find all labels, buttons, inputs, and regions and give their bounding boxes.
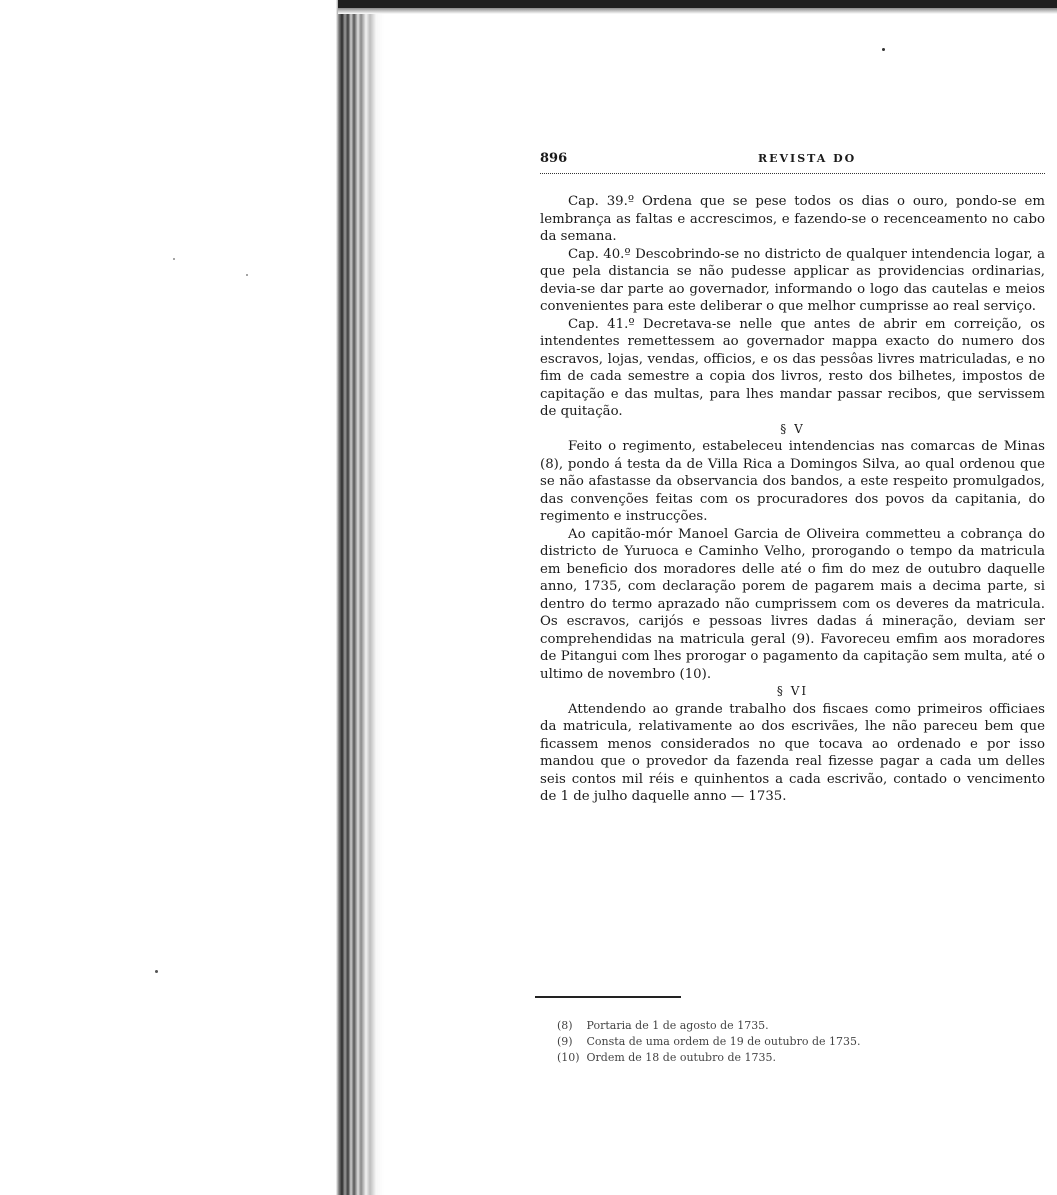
footnotes bbox=[557, 1018, 1037, 1066]
left-page-margin bbox=[0, 0, 338, 1195]
scan-speck bbox=[155, 970, 158, 973]
scan-speck bbox=[246, 274, 248, 276]
footnote-number: (10) bbox=[557, 1051, 580, 1064]
page-number: 896 bbox=[540, 151, 568, 166]
section-v-paragraph-1: Feito o regimento, estabeleceu intendencias nas comarcas de Minas (8), pondo á testa da de Villa Rica a Domingos Silva, ao qual ordenou que se não afastasse da observancia dos bandos, a este respeito promulgados, das convenções feitas com os procuradores dos povos da capitania, do regimento e instrucções. bbox=[540, 439, 1045, 524]
footnote-text: Consta de uma ordem de 19 de outubro de 1735. bbox=[586, 1035, 861, 1048]
page-top-edge bbox=[338, 0, 1057, 8]
footnote-item bbox=[557, 1034, 1037, 1050]
body-text bbox=[540, 193, 1045, 806]
footnote-number: (9) bbox=[557, 1035, 573, 1048]
section-vi-paragraph-1: Attendendo ao grande trabalho dos fiscaes como primeiros officiaes da matricula, relativamente ao dos escrivães, lhe não pareceu bem que ficassem menos considerados no que tocava ao ordenado e por isso mandou que o provedor da fazenda real fizesse pagar a cada um delles seis contos mil réis e quinhentos a cada escrivão, contado o vencimento de 1 de julho daquelle anno — 1735. bbox=[540, 701, 1045, 804]
footnote-number: (8) bbox=[557, 1019, 573, 1032]
paragraph-cap-39: Cap. 39.º Ordena que se pese todos os dias o ouro, pondo-se em lembrança as faltas e accrescimos, e fazendo-se o recenceamento no cabo da semana. bbox=[540, 194, 1045, 244]
footnote-text: Portaria de 1 de agosto de 1735. bbox=[586, 1019, 769, 1032]
footnote-item bbox=[557, 1018, 1037, 1034]
page-header bbox=[540, 151, 1045, 173]
running-head: REVISTA DO bbox=[758, 152, 857, 165]
section-v-heading: § V bbox=[780, 421, 805, 436]
book-spine-shadow bbox=[336, 0, 384, 1195]
footnote-rule bbox=[535, 996, 681, 998]
section-vi-heading: § VI bbox=[776, 684, 809, 698]
scan-speck bbox=[882, 48, 885, 51]
footnote-text: Ordem de 18 de outubro de 1735. bbox=[586, 1051, 777, 1064]
scan-speck bbox=[173, 258, 175, 260]
section-v-paragraph-2: Ao capitão-mór Manoel Garcia de Oliveira commetteu a cobrança do districto de Yuruoca e Caminho Velho, prorogando o tempo da matricula em beneficio dos moradores delle até o fim do mez de outubro daquelle anno, 1735, com declaração porem de pagarem mais a decima parte, si dentro do termo aprazado não cumprissem com os deveres da matricula. Os escravos, carijós e pessoas livres dadas á mineração, deviam ser comprehendidas na matricula geral (9). Favoreceu emfim aos moradores de Pitangui com lhes prorogar o pagamento da capitação sem multa, até o ultimo de novembro (10). bbox=[540, 526, 1045, 682]
paragraph-cap-40: Cap. 40.º Descobrindo-se no districto de qualquer intendencia logar, a que pela distancia se não pudesse applicar as providencias ordinarias, devia-se dar parte ao governador, informando o logo das cautelas e meios convenientes para este deliberar o que melhor cumprisse ao real serviço. bbox=[540, 246, 1045, 314]
header-rule bbox=[540, 173, 1045, 174]
page-top-edge-shadow bbox=[338, 8, 1057, 14]
footnote-item bbox=[557, 1050, 1037, 1066]
paragraph-cap-41: Cap. 41.º Decretava-se nelle que antes de abrir em correição, os intendentes remettessem ao governador mappa exacto do numero dos escravos, lojas, vendas, officios, e os das pessôas livres matriculadas, e no fim de cada semestre a copia dos livros, resto dos bilhetes, impostos de capitação e das multas, para lhes mandar passar recibos, que servissem de quitação. bbox=[540, 316, 1045, 419]
